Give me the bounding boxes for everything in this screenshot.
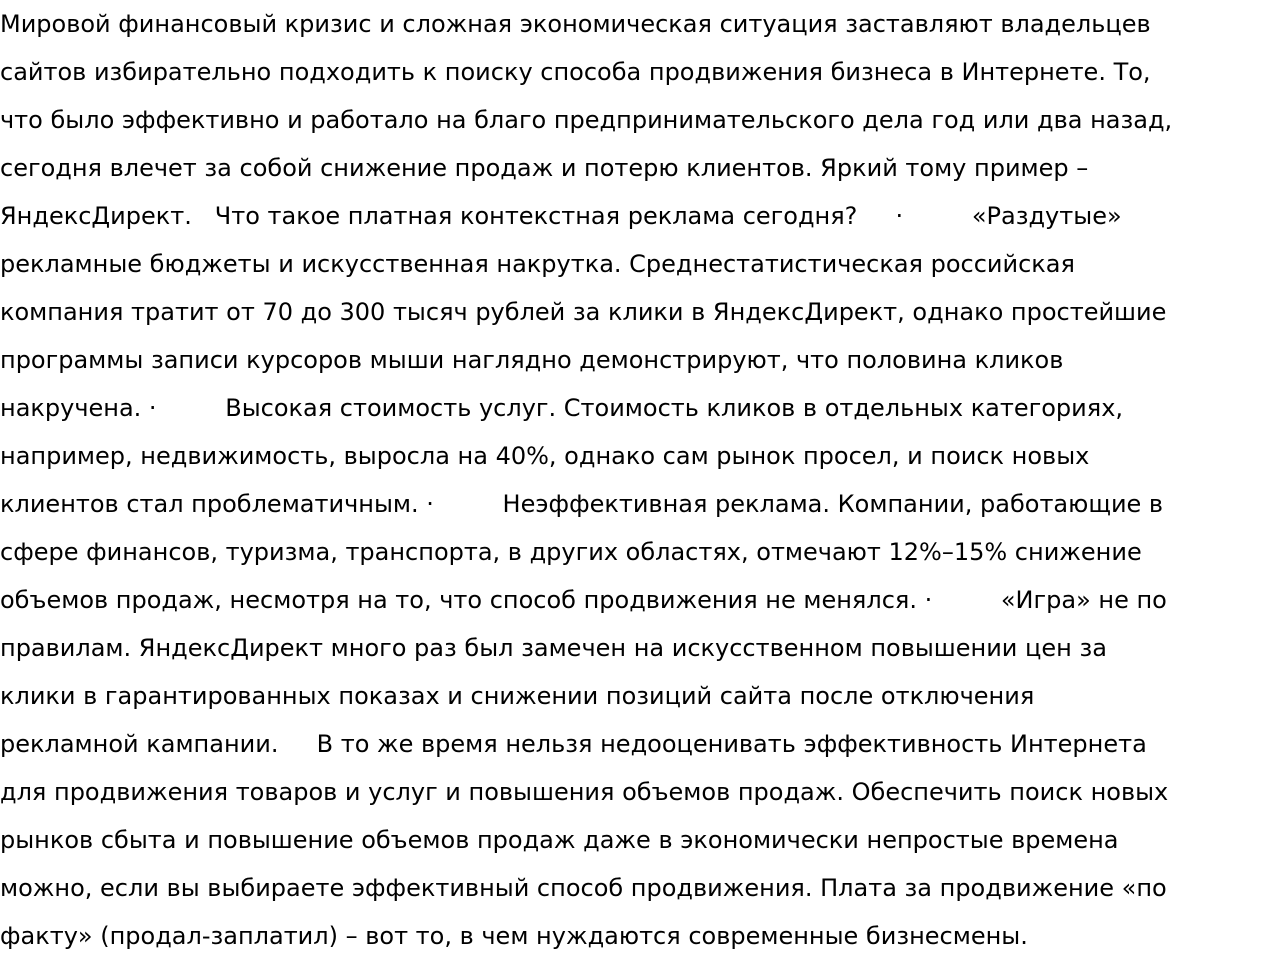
text-line: объемов продаж, несмотря на то, что способ продвижения не менялся. · «Игра» не по [0, 586, 1167, 614]
text-line: клиентов стал проблематичным. · Неэффективная реклама. Компании, работающие в [0, 490, 1164, 518]
text-line: факту» (продал-заплатил) – вот то, в чем нуждаются современные бизнесмены. [0, 922, 1028, 950]
text-line: можно, если вы выбираете эффективный способ продвижения. Плата за продвижение «по [0, 874, 1167, 902]
text-line: сайтов избирательно подходить к поиску способа продвижения бизнеса в Интернете. То, [0, 58, 1151, 86]
text-line: рынков сбыта и повышение объемов продаж даже в экономически непростые времена [0, 826, 1119, 854]
text-line: компания тратит от 70 до 300 тысяч рублей за клики в ЯндексДирект, однако простейшие [0, 298, 1167, 326]
text-line: программы записи курсоров мыши наглядно демонстрируют, что половина кликов [0, 346, 1064, 374]
text-line: сфере финансов, туризма, транспорта, в других областях, отмечают 12%–15% снижение [0, 538, 1142, 566]
text-line: Мировой финансовый кризис и сложная экономическая ситуация заставляют владельцев [0, 10, 1151, 38]
text-line: рекламной кампании. В то же время нельзя недооценивать эффективность Интернета [0, 730, 1147, 758]
text-line: что было эффективно и работало на благо предпринимательского дела год или два назад, [0, 106, 1173, 134]
text-line: ЯндексДирект. Что такое платная контекстная реклама сегодня? · «Раздутые» [0, 202, 1122, 230]
text-line: правилам. ЯндексДирект много раз был замечен на искусственном повышении цен за [0, 634, 1107, 662]
text-line: накручена. · Высокая стоимость услуг. Стоимость кликов в отдельных категориях, [0, 394, 1124, 422]
text-line: клики в гарантированных показах и снижении позиций сайта после отключения [0, 682, 1035, 710]
text-line: например, недвижимость, выросла на 40%, однако сам рынок просел, и поиск новых [0, 442, 1090, 470]
text-line: для продвижения товаров и услуг и повышения объемов продаж. Обеспечить поиск новых [0, 778, 1169, 806]
text-line: рекламные бюджеты и искусственная накрутка. Среднестатистическая российская [0, 250, 1075, 278]
text-line: сегодня влечет за собой снижение продаж и потерю клиентов. Яркий тому пример – [0, 154, 1089, 182]
